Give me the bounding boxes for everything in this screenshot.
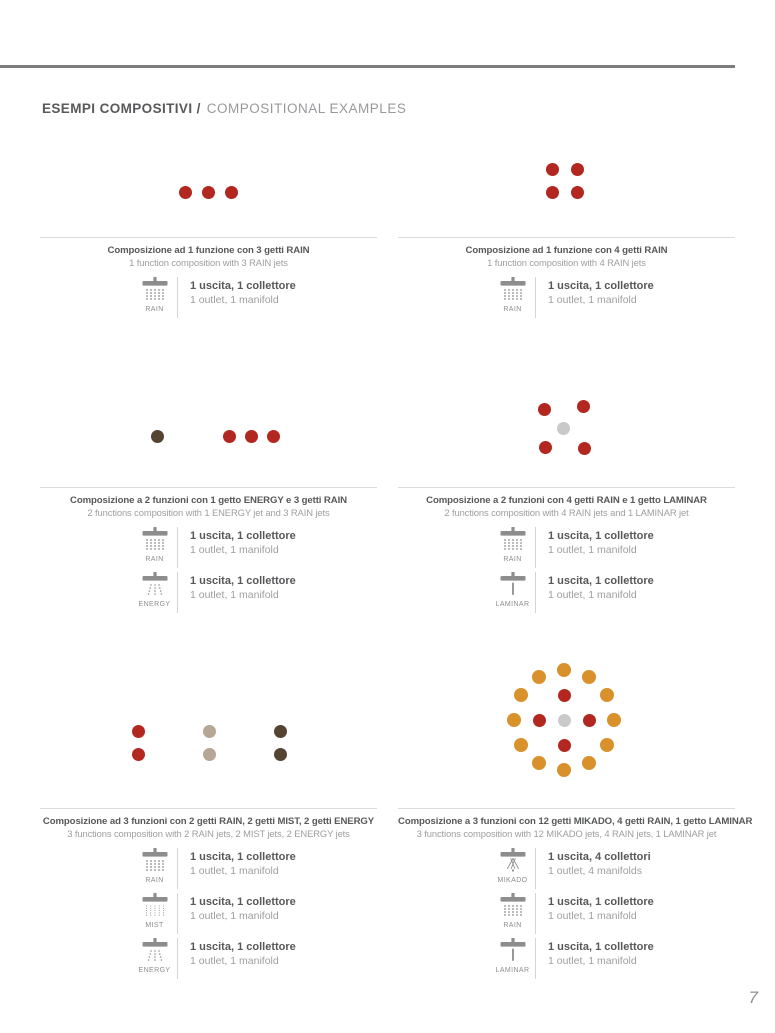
function-description [178, 893, 296, 934]
caption-italian: Composizione ad 1 funzione con 3 getti RAIN [107, 245, 310, 256]
mikado-jet-dot [600, 738, 614, 752]
laminar-shower-icon [498, 572, 528, 599]
rain-jet-dot [132, 748, 145, 761]
mikado-jet-dot [582, 756, 596, 770]
caption-divider [398, 808, 735, 809]
jet-icon-cell [132, 277, 177, 318]
caption-english: 3 functions composition with 12 MIKADO jets, 4 RAIN jets, 1 LAMINAR jet [416, 828, 717, 839]
caption-divider [40, 487, 377, 488]
description-english: 1 outlet, 1 manifold [548, 910, 637, 922]
mikado-jet-dot [507, 713, 521, 727]
caption-italian: Composizione ad 1 funzione con 4 getti RAIN [465, 245, 668, 256]
caption-italian: Composizione a 3 funzioni con 12 getti MIKADO, 4 getti RAIN, 1 getto LAMINAR [398, 816, 753, 827]
function-description [536, 938, 654, 979]
page-title-english: COMPOSITIONAL EXAMPLES [206, 101, 407, 116]
jet-pattern [398, 150, 735, 237]
rain-jet-dot [223, 430, 236, 443]
mikado-jet-dot [582, 670, 596, 684]
caption-english: 2 functions composition with 4 RAIN jets and 1 LAMINAR jet [444, 507, 689, 518]
rain-shower-icon [498, 527, 528, 554]
description-italian: 1 uscita, 4 collettori [548, 851, 651, 863]
caption-italian: Composizione a 2 funzioni con 4 getti RAIN e 1 getto LAMINAR [426, 495, 707, 506]
rain-jet-dot [546, 186, 559, 199]
mikado-jet-dot [557, 663, 571, 677]
function-description [536, 893, 654, 934]
function-description [536, 527, 654, 568]
energy-jet-dot [274, 748, 287, 761]
mikado-shower-icon [498, 848, 528, 875]
rain-jet-dot [578, 442, 591, 455]
rain-jet-dot [558, 689, 571, 702]
caption-italian: Composizione ad 3 funzioni con 2 getti RAIN, 2 getti MIST, 2 getti ENERGY [42, 816, 375, 827]
rain-jet-dot [538, 403, 551, 416]
rain-jet-dot [533, 714, 546, 727]
jet-type-label: RAIN [145, 306, 164, 313]
jet-icon-cell [132, 572, 177, 613]
rain-jet-dot [546, 163, 559, 176]
mikado-jet-dot [600, 688, 614, 702]
mikado-jet-dot [607, 713, 621, 727]
description-italian: 1 uscita, 1 collettore [190, 941, 296, 953]
function-description [178, 938, 296, 979]
mist-jet-dot [203, 748, 216, 761]
caption-divider [398, 237, 735, 238]
function-row-rain [490, 893, 735, 934]
function-list [398, 527, 735, 613]
rain-shower-icon [498, 277, 528, 304]
jet-type-label: LAMINAR [495, 601, 530, 608]
function-row-rain [132, 277, 377, 318]
description-italian: 1 uscita, 1 collettore [190, 896, 296, 908]
description-english: 1 outlet, 1 manifold [190, 589, 279, 601]
rain-jet-dot [539, 441, 552, 454]
mikado-jet-dot [557, 763, 571, 777]
example-panel [40, 150, 377, 322]
example-panel [398, 150, 735, 322]
function-row-energy [132, 938, 377, 979]
rain-jet-dot [202, 186, 215, 199]
function-description [178, 848, 296, 889]
jet-icon-cell [132, 848, 177, 889]
rain-jet-dot [179, 186, 192, 199]
function-list [40, 277, 377, 318]
description-english: 1 outlet, 1 manifold [548, 294, 637, 306]
energy-jet-dot [151, 430, 164, 443]
caption-divider [40, 237, 377, 238]
jet-pattern [398, 660, 735, 808]
jet-pattern [40, 150, 377, 237]
laminar-jet-dot [557, 422, 570, 435]
description-italian: 1 uscita, 1 collettore [548, 896, 654, 908]
rain-jet-dot [245, 430, 258, 443]
description-english: 1 outlet, 1 manifold [548, 589, 637, 601]
description-italian: 1 uscita, 1 collettore [190, 280, 296, 292]
energy-shower-icon [140, 938, 170, 965]
function-row-rain [490, 527, 735, 568]
function-description [178, 277, 296, 318]
rain-shower-icon [140, 527, 170, 554]
description-italian: 1 uscita, 1 collettore [190, 530, 296, 542]
description-italian: 1 uscita, 1 collettore [548, 530, 654, 542]
example-panel [40, 660, 377, 983]
page-title-italian: ESEMPI COMPOSITIVI / [42, 101, 201, 116]
jet-icon-cell [490, 527, 535, 568]
caption-english: 1 function composition with 4 RAIN jets [487, 257, 646, 268]
jet-pattern [398, 400, 735, 487]
function-description [536, 572, 654, 613]
jet-icon-cell [132, 938, 177, 979]
rain-jet-dot [571, 163, 584, 176]
example-panel [398, 400, 735, 617]
function-row-rain [132, 848, 377, 889]
jet-icon-cell [490, 938, 535, 979]
function-row-mikado [490, 848, 735, 889]
jet-type-label: RAIN [145, 877, 164, 884]
jet-type-label: ENERGY [138, 967, 171, 974]
function-row-mist [132, 893, 377, 934]
mikado-jet-dot [514, 738, 528, 752]
rain-shower-icon [498, 893, 528, 920]
function-row-laminar [490, 572, 735, 613]
laminar-shower-icon [498, 938, 528, 965]
jet-icon-cell [132, 527, 177, 568]
function-row-rain [132, 527, 377, 568]
caption-divider [40, 808, 377, 809]
description-english: 1 outlet, 1 manifold [190, 865, 279, 877]
function-row-rain [490, 277, 735, 318]
jet-type-label: MIKADO [497, 877, 528, 884]
function-row-energy [132, 572, 377, 613]
function-description [536, 277, 654, 318]
function-description [536, 848, 651, 889]
description-italian: 1 uscita, 1 collettore [190, 851, 296, 863]
mikado-jet-dot [532, 756, 546, 770]
description-english: 1 outlet, 1 manifold [548, 544, 637, 556]
jet-type-label: LAMINAR [495, 967, 530, 974]
rain-shower-icon [140, 277, 170, 304]
description-english: 1 outlet, 1 manifold [548, 955, 637, 967]
page-title [42, 101, 406, 116]
rain-jet-dot [571, 186, 584, 199]
description-english: 1 outlet, 1 manifold [190, 544, 279, 556]
laminar-jet-dot [558, 714, 571, 727]
rain-jet-dot [267, 430, 280, 443]
caption-english: 1 function composition with 3 RAIN jets [129, 257, 288, 268]
mist-shower-icon [140, 893, 170, 920]
top-rule [0, 65, 735, 68]
caption-english: 3 functions composition with 2 RAIN jets, 2 MIST jets, 2 ENERGY jets [67, 828, 350, 839]
example-panel [40, 400, 377, 617]
description-english: 1 outlet, 1 manifold [190, 910, 279, 922]
caption-english: 2 functions composition with 1 ENERGY jet and 3 RAIN jets [87, 507, 330, 518]
description-english: 1 outlet, 1 manifold [190, 955, 279, 967]
jet-icon-cell [490, 893, 535, 934]
rain-jet-dot [225, 186, 238, 199]
description-italian: 1 uscita, 1 collettore [548, 280, 654, 292]
jet-type-label: RAIN [503, 556, 522, 563]
function-description [178, 527, 296, 568]
function-list [398, 848, 735, 979]
rain-jet-dot [132, 725, 145, 738]
jet-type-label: RAIN [503, 922, 522, 929]
jet-icon-cell [490, 572, 535, 613]
mist-jet-dot [203, 725, 216, 738]
function-list [398, 277, 735, 318]
energy-shower-icon [140, 572, 170, 599]
jet-type-label: RAIN [145, 556, 164, 563]
description-italian: 1 uscita, 1 collettore [190, 575, 296, 587]
rain-shower-icon [140, 848, 170, 875]
jet-pattern [40, 660, 377, 808]
jet-icon-cell [490, 848, 535, 889]
caption-divider [398, 487, 735, 488]
function-list [40, 527, 377, 613]
rain-jet-dot [577, 400, 590, 413]
jet-type-label: RAIN [503, 306, 522, 313]
mikado-jet-dot [532, 670, 546, 684]
rain-jet-dot [558, 739, 571, 752]
description-italian: 1 uscita, 1 collettore [548, 575, 654, 587]
caption-italian: Composizione a 2 funzioni con 1 getto ENERGY e 3 getti RAIN [70, 495, 347, 506]
rain-jet-dot [583, 714, 596, 727]
function-list [40, 848, 377, 979]
example-panel [398, 660, 753, 983]
description-italian: 1 uscita, 1 collettore [548, 941, 654, 953]
jet-icon-cell [490, 277, 535, 318]
function-description [178, 572, 296, 613]
jet-type-label: ENERGY [138, 601, 171, 608]
description-english: 1 outlet, 1 manifold [190, 294, 279, 306]
description-english: 1 outlet, 4 manifolds [548, 865, 642, 877]
function-row-laminar [490, 938, 735, 979]
page-number: 7 [748, 988, 758, 1007]
energy-jet-dot [274, 725, 287, 738]
jet-icon-cell [132, 893, 177, 934]
jet-type-label: MIST [145, 922, 164, 929]
jet-pattern [40, 400, 377, 487]
mikado-jet-dot [514, 688, 528, 702]
